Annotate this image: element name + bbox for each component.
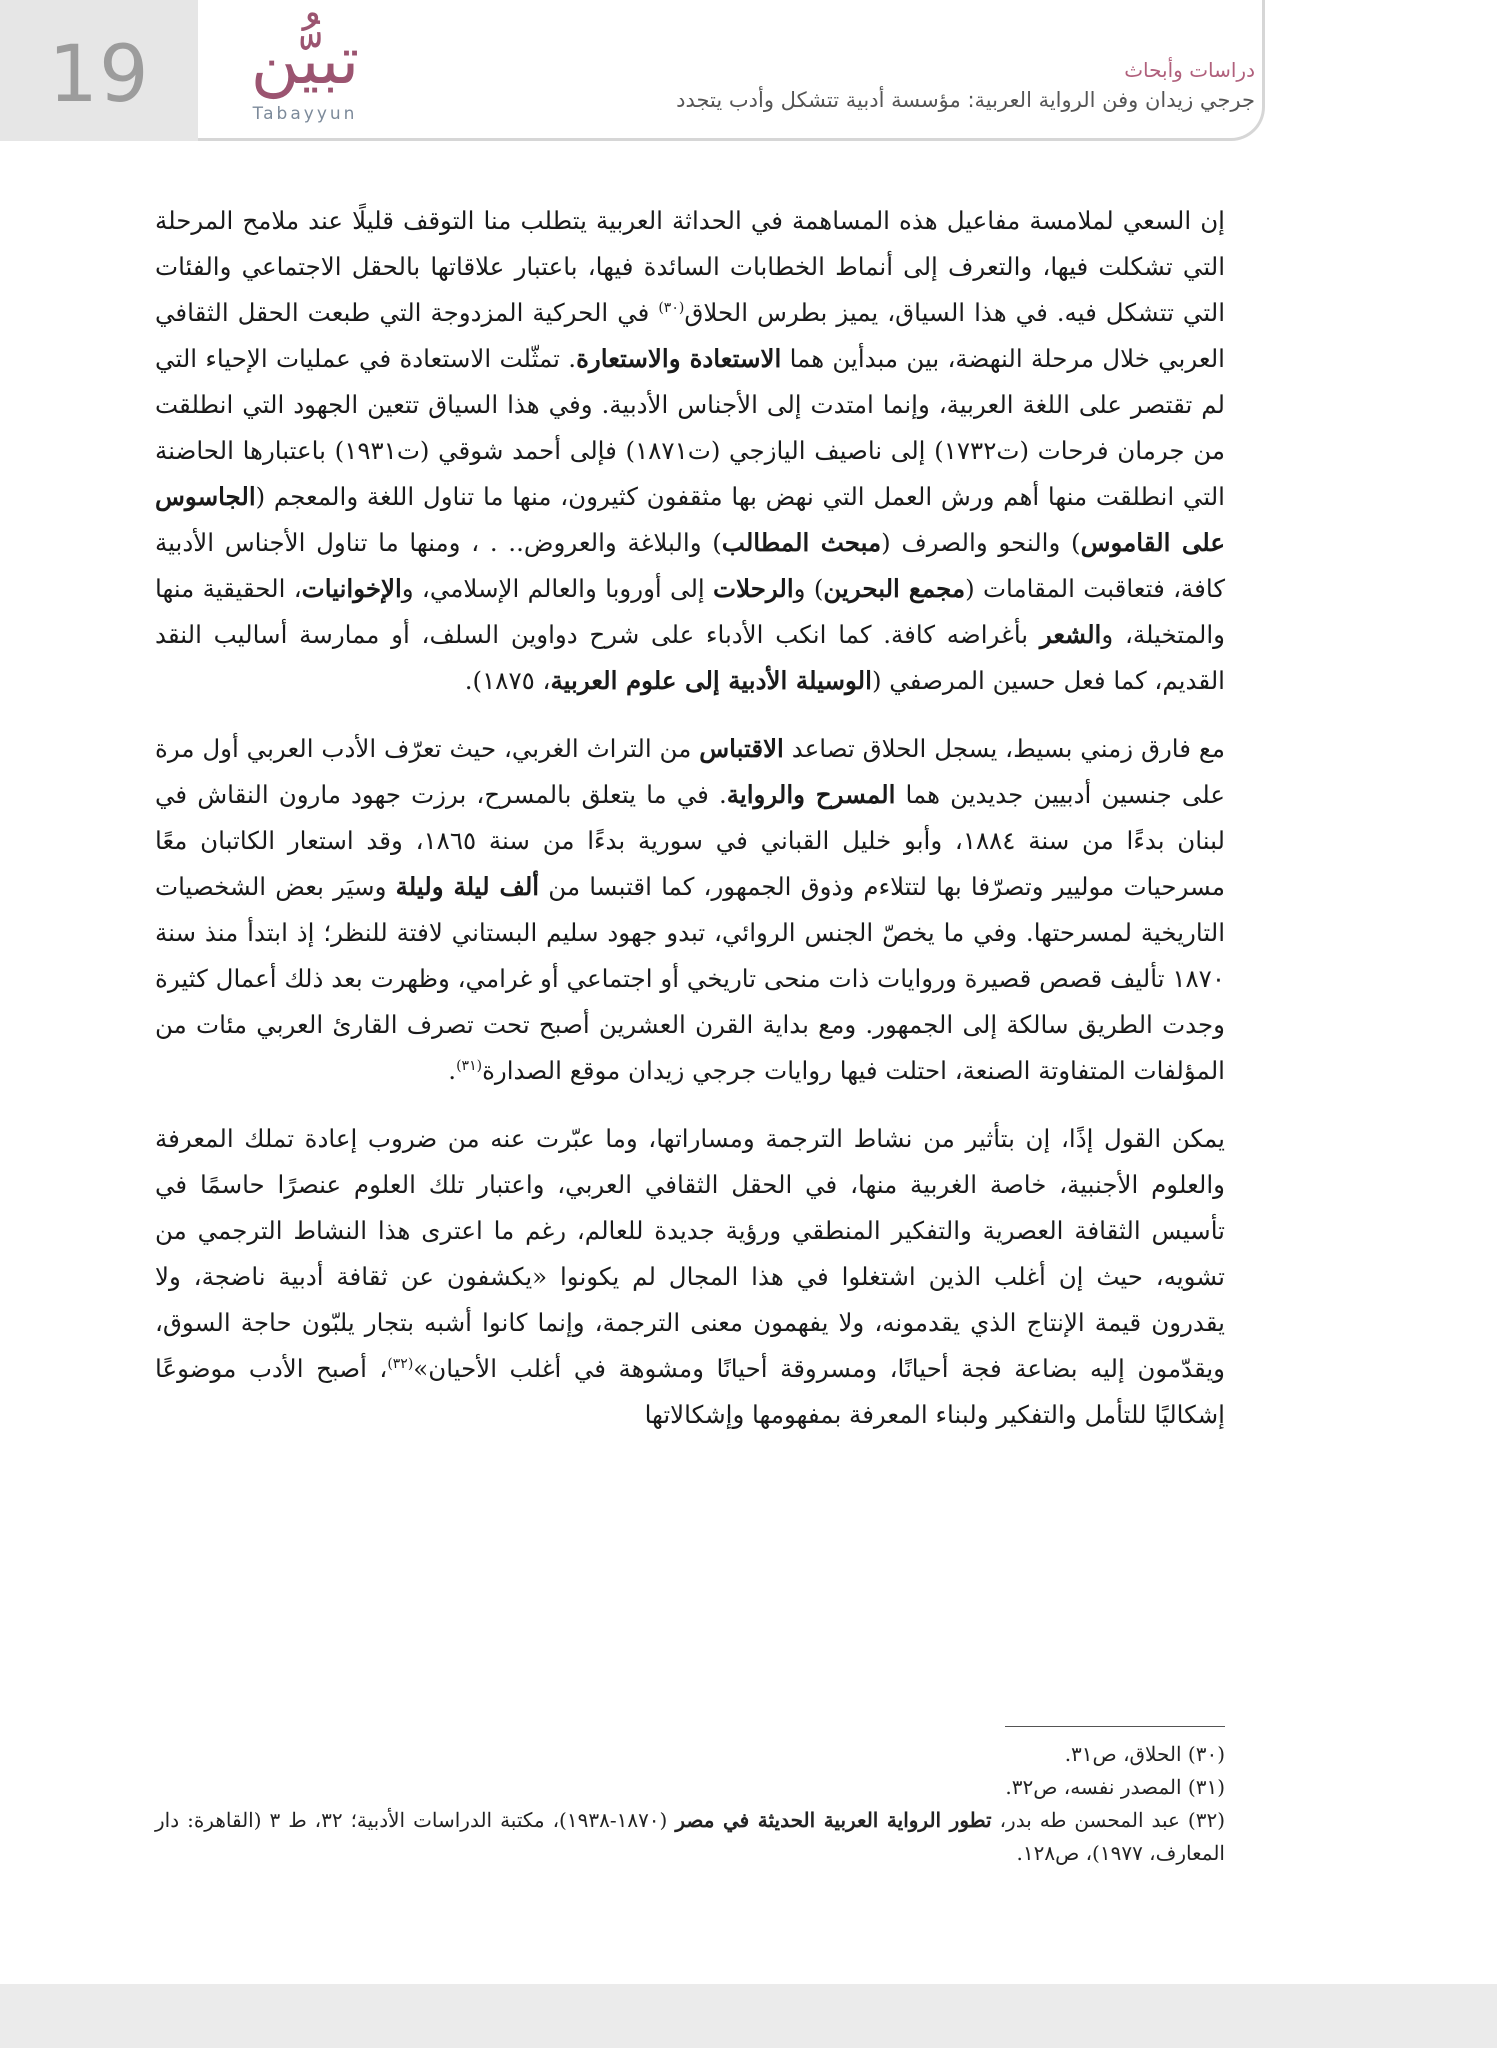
logo-arabic: تبيُّن (250, 22, 360, 99)
footnote-ref-31[interactable]: (٣١) (456, 1057, 483, 1074)
logo-latin: Tabayyun (252, 104, 358, 124)
footnotes (155, 1738, 1225, 1870)
footnote-ref-30[interactable]: (٣٠) (658, 299, 685, 316)
paragraph-3: يمكن القول إذًا، إن بتأثير من نشاط الترجمة ومساراتها، وما عبّرت عنه من ضروب إعادة تملك المعرفة والعلوم الأجنبية، خاصة الغربية منها، في الحقل الثقافي العربي، واعتبار تلك العلوم عنصرًا حاسمًا في تأسيس الثقافة العصرية والتفكير المنطقي ورؤية جديدة للعالم، رغم ما اعترى هذا النشاط الترجمي من تشويه، حيث إن أغلب الذين اشتغلوا في هذا المجال لم يكونوا «يكشفون عن ثقافة أدبية ناضجة، ولا يقدرون قيمة الإنتاج الذي يقدمونه، ولا يفهمون معنى الترجمة، وإنما كانوا أشبه بتجار يلبّون حاجة السوق، ويقدّمون إليه بضاعة فجة أحيانًا، ومسروقة أحيانًا ومشوهة في أغلب الأحيان»$^{(٣٢)}$، أصبح الأدب موضوعًا إشكاليًا للتأمل والتفكير ولبناء المعرفة بمفهومها وإشكالاتها (155, 1124, 1226, 1429)
footnote-ref-32[interactable]: (٣٢) (387, 1355, 414, 1372)
paragraph-1: إن السعي لملامسة مفاعيل هذه المساهمة في الحداثة العربية يتطلب منا التوقف قليلًا عند ملامح المرحلة التي تشكلت فيها، والتعرف إلى أنماط الخطابات السائدة فيها، باعتبار علاقاتها بالحقل الاجتماعي والفئات التي تتشكل فيه. في هذا السياق، يميز بطرس الحلاق$^{(٣٠)}$ في الحركية المزدوجة التي طبعت الحقل الثقافي العربي خلال مرحلة النهضة، بين مبدأين هما الاستعادة والاستعارة. تمثّلت الاستعادة في عمليات الإحياء التي لم تقتصر على اللغة العربية، وإنما امتدت إلى الأجناس الأدبية. وفي هذا السياق تتعين الجهود التي انطلقت من جرمان فرحات (ت١٧٣٢) إلى ناصيف اليازجي (ت١٨٧١) فإلى أحمد شوقي (ت١٩٣١) باعتبارها الحاضنة التي انطلقت منها أهم ورش العمل التي نهض بها مثقفون كثيرون، منها ما تناول اللغة والمعجم (الجاسوس على القاموس) والنحو والصرف (مبحث المطالب) والبلاغة والعروض.. . ، ومنها ما تناول الأجناس الأدبية كافة، فتعاقبت المقامات (مجمع البحرين) والرحلات إلى أوروبا والعالم الإسلامي، والإخوانيات، الحقيقية منها والمتخيلة، والشعر بأغراضه كافة. كما انكب الأدباء على شرح دواوين السلف، أو ممارسة أساليب النقد القديم، كما فعل حسين المرصفي (الوسيلة الأدبية إلى علوم العربية، ١٨٧٥). (155, 206, 1226, 695)
footnote-30: (٣٠) الحلاق، ص٣١. (1064, 1742, 1225, 1766)
article-title: جرجي زيدان وفن الرواية العربية: مؤسسة أدبية تتشكل وأدب يتجدد (676, 88, 1255, 112)
paragraph-2: مع فارق زمني بسيط، يسجل الحلاق تصاعد الاقتباس من التراث الغربي، حيث تعرّف الأدب العربي أول مرة على جنسين أدبيين جديدين هما المسرح والرواية. في ما يتعلق بالمسرح، برزت جهود مارون النقاش في لبنان بدءًا من سنة ١٨٨٤، وأبو خليل القباني في سورية بدءًا من سنة ١٨٦٥، وقد استعار الكاتبان معًا مسرحيات موليير وتصرّفا بها لتتلاءم وذوق الجمهور، كما اقتبسا من ألف ليلة وليلة وسيَر بعض الشخصيات التاريخية لمسرحتها. وفي ما يخصّ الجنس الروائي، تبدو جهود سليم البستاني لافتة للنظر؛ إذ ابتدأ منذ سنة ١٨٧٠ تأليف قصص قصيرة وروايات ذات منحى تاريخي أو اجتماعي أو غرامي، وظهرت بعد ذلك أعمال كثيرة وجدت الطريق سالكة إلى الجمهور. ومع بداية القرن العشرين أصبح تحت تصرف القارئ العربي مئات من المؤلفات المتفاوتة الصنعة، احتلت فيها روايات جرجي زيدان موقع الصدارة$^{(٣١)}$. (155, 734, 1226, 1085)
footnote-32: (٣٢) عبد المحسن طه بدر، تطور الرواية العربية الحديثة في مصر (١٨٧٠-١٩٣٨)، مكتبة الدراسات الأدبية؛ ٣٢، ط ٣ (القاهرة: دار المعارف، ١٩٧٧)، ص١٢٨. (155, 1808, 1225, 1865)
section-label: دراسات وأبحاث (1124, 58, 1255, 82)
footnote-31: (٣١) المصدر نفسه، ص٣٢. (1005, 1775, 1225, 1799)
page-number: 19 (48, 30, 150, 120)
journal-logo (210, 18, 400, 136)
page-number-box (0, 0, 198, 141)
page-footer-band (0, 1984, 1497, 2048)
footnote-separator (1005, 1726, 1225, 1727)
article-body (155, 198, 1225, 1460)
